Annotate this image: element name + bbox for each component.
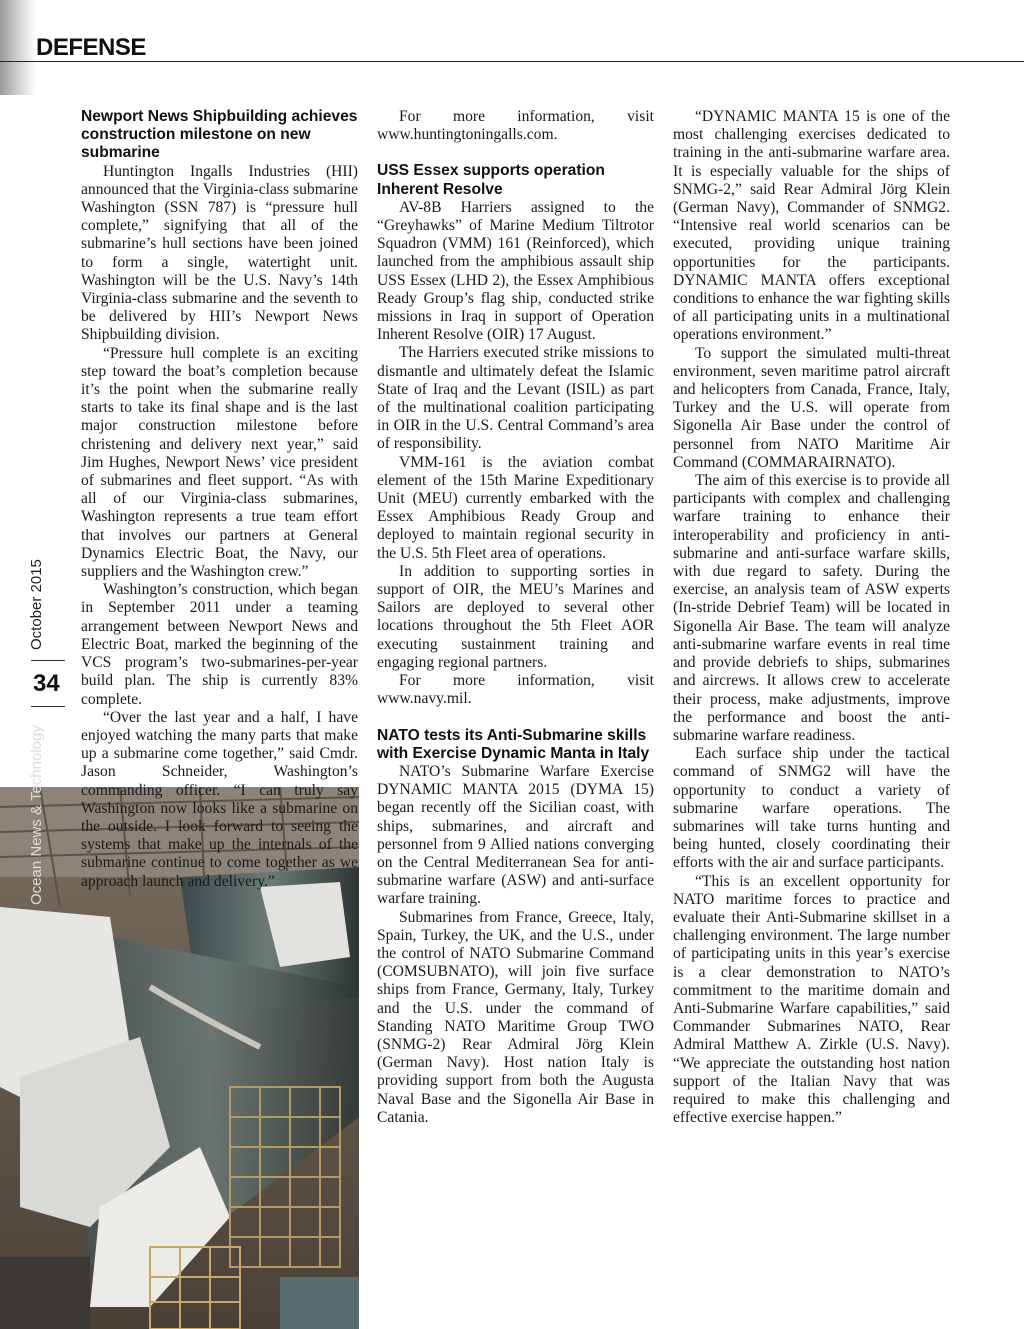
page-number-rule-bottom: [31, 706, 65, 707]
header-gradient-tab: [0, 0, 36, 95]
article-1-paragraph: For more information, visit www.huntingtoningalls.com.: [377, 108, 654, 144]
article-3-paragraph: The aim of this exercise is to provide all participants with complex and challenging warfare training to enhance their interoperability and proficiency in anti-submarine and anti-surface warfare skills, with due regard to safety. During the exercise, an analysis team of ASW experts (In-stride Debrief Team) will be located in Sigonella Air Base. The team will analyze anti-submarine warfare events in real time and provide debriefs to ships, submarines and aircrews. It allows crew to accelerate their process, make adjustments, improve the performance and boost the anti-submarine warfare readiness.: [673, 472, 950, 744]
column-1: [81, 108, 358, 891]
section-title: DEFENSE: [36, 34, 146, 61]
article-1-paragraph: Washington’s construction, which began in September 2011 under a teaming arrangement between Newport News and Electric Boat, marked the beginning of the VCS program’s two-submarines-per-year build plan. The ship is currently 83% complete.: [81, 581, 358, 708]
article-3-paragraph: NATO’s Submarine Warfare Exercise DYNAMIC MANTA 2015 (DYMA 15) began recently off the Sicilian coast, with ships, submarines, and aircraft and personnel from 9 Allied nations converging on the Central Mediterranean Sea for anti-submarine warfare (ASW) and anti-surface warfare training.: [377, 762, 654, 908]
article-1-paragraph: “Pressure hull complete is an exciting step toward the boat’s completion because it’s the point when the submarine really starts to take its final shape and is the last major construction milestone before christening and delivery next year,” said Jim Hughes, Newport News’ vice president of submarines and fleet support. “As with all of our Virginia-class submarines, Washington represents a true team effort that involves our partners at General Dynamics Electric Boat, the Navy, our suppliers and the Washington crew.”: [81, 344, 358, 581]
article-3-paragraph: To support the simulated multi-threat environment, seven maritime patrol aircraft and helicopters from Canada, France, Italy, Turkey and the U.S. will operate from Sigonella Air Base under the control of personnel from NATO Maritime Air Command (COMMARAIRNATO).: [673, 344, 950, 471]
article-2-paragraph: In addition to supporting sorties in support of OIR, the MEU’s Marines and Sailors are deployed to several other locations throughout the 5th Fleet AOR executing sustainment training and engaging regional partners.: [377, 562, 654, 671]
article-1-title: Newport News Shipbuilding achieves construction milestone on new submarine: [81, 108, 358, 162]
article-3-paragraph: Submarines from France, Greece, Italy, Spain, Turkey, the UK, and the U.S., under the control of NATO Submarine Command (COMSUBNATO), will join five surface ships from France, Germany, Italy, Turkey and the U.S. under the command of Standing NATO Maritime Group TWO (SNMG-2) Rear Admiral Jörg Klein (German Navy). Host nation Italy is providing support from both the Augusta Naval Base and the Sigonella Air Base in Catania.: [377, 908, 654, 1126]
article-2-title: USS Essex supports operation Inherent Resolve: [377, 162, 605, 198]
article-2-paragraph: VMM-161 is the aviation combat element of the 15th Marine Expeditionary Unit (MEU) currently embarked with the Essex Amphibious Ready Group and deployed to maintain regional security in the U.S. 5th Fleet area of operations.: [377, 453, 654, 562]
article-3-paragraph: Each surface ship under the tactical command of SNMG2 will have the opportunity to conduct a variety of submarine warfare operations. The submarines will take turns hunting and being hunted, closely coordinating their efforts with the air and surface participants.: [673, 745, 950, 872]
header-rule: [0, 61, 1024, 62]
page-number: 34: [33, 670, 60, 697]
article-2-paragraph: AV-8B Harriers assigned to the “Greyhawks” of Marine Medium Tiltrotor Squadron (VMM) 161 (Reinforced), which launched from the amphibious assault ship USS Essex (LHD 2), the Essex Amphibious Ready Group’s flag ship, conducted strike missions in Iraq in support of Operation Inherent Resolve (OIR) 17 August.: [377, 198, 654, 344]
publication-name: Ocean News & Technology: [28, 725, 45, 905]
article-2-paragraph: The Harriers executed strike missions to dismantle and ultimately defeat the Islamic State of Iraq and the Levant (ISIL) as part of the multinational coalition participating in OIR in the U.S. Central Command’s area of responsibility.: [377, 344, 654, 453]
article-2-paragraph: For more information, visit www.navy.mil.: [377, 672, 654, 708]
issue-date: October 2015: [28, 559, 45, 650]
article-1-paragraph: Huntington Ingalls Industries (HII) announced that the Virginia-class submarine Washington (SSN 787) is “pressure hull complete,” signifying that all of the submarine’s hull sections have been joined to form a single, watertight unit. Washington will be the U.S. Navy’s 14th Virginia-class submarine and the seventh to be delivered by HII’s Newport News Shipbuilding division.: [81, 162, 358, 344]
article-1-paragraph: “Over the last year and a half, I have enjoyed watching the many parts that make up a submarine come together,” said Cmdr. Jason Schneider, Washington’s commanding officer. “I can truly say Washington now looks like a submarine on the outside. I look forward to seeing the systems that make up the internals of the submarine continue to come together as we approach launch and delivery.”: [81, 708, 358, 890]
column-2: [377, 108, 654, 1127]
column-3: [673, 108, 950, 1127]
page-number-rule-top: [31, 660, 65, 661]
article-3-title: NATO tests its Anti-Submarine skills with Exercise Dynamic Manta in Italy: [377, 726, 650, 762]
article-3-paragraph: “DYNAMIC MANTA 15 is one of the most challenging exercises dedicated to training in the anti-submarine warfare area. It is especially valuable for the ships of SNMG-2,” said Rear Admiral Jörg Klein (German Navy), Commander of SNMG2. “Intensive real world scenarios can be executed, providing unique training opportunities for the participants. DYNAMIC MANTA offers exceptional conditions to enhance the war fighting skills of all participating units in a multinational operations environment.”: [673, 108, 950, 344]
article-3-paragraph: “This is an excellent opportunity for NATO maritime forces to practice and evaluate their Anti-Submarine skillset in a challenging environment. The large number of participating units in this year’s exercise is a clear demonstration to NATO’s commitment to the maritime domain and Anti-Submarine Warfare capabilities,” said Commander Submarines NATO, Rear Admiral Matthew A. Zirkle (U.S. Navy). “We appreciate the outstanding host nation support of the Italian Navy that was required to make this challenging and effective exercise happen.”: [673, 872, 950, 1127]
